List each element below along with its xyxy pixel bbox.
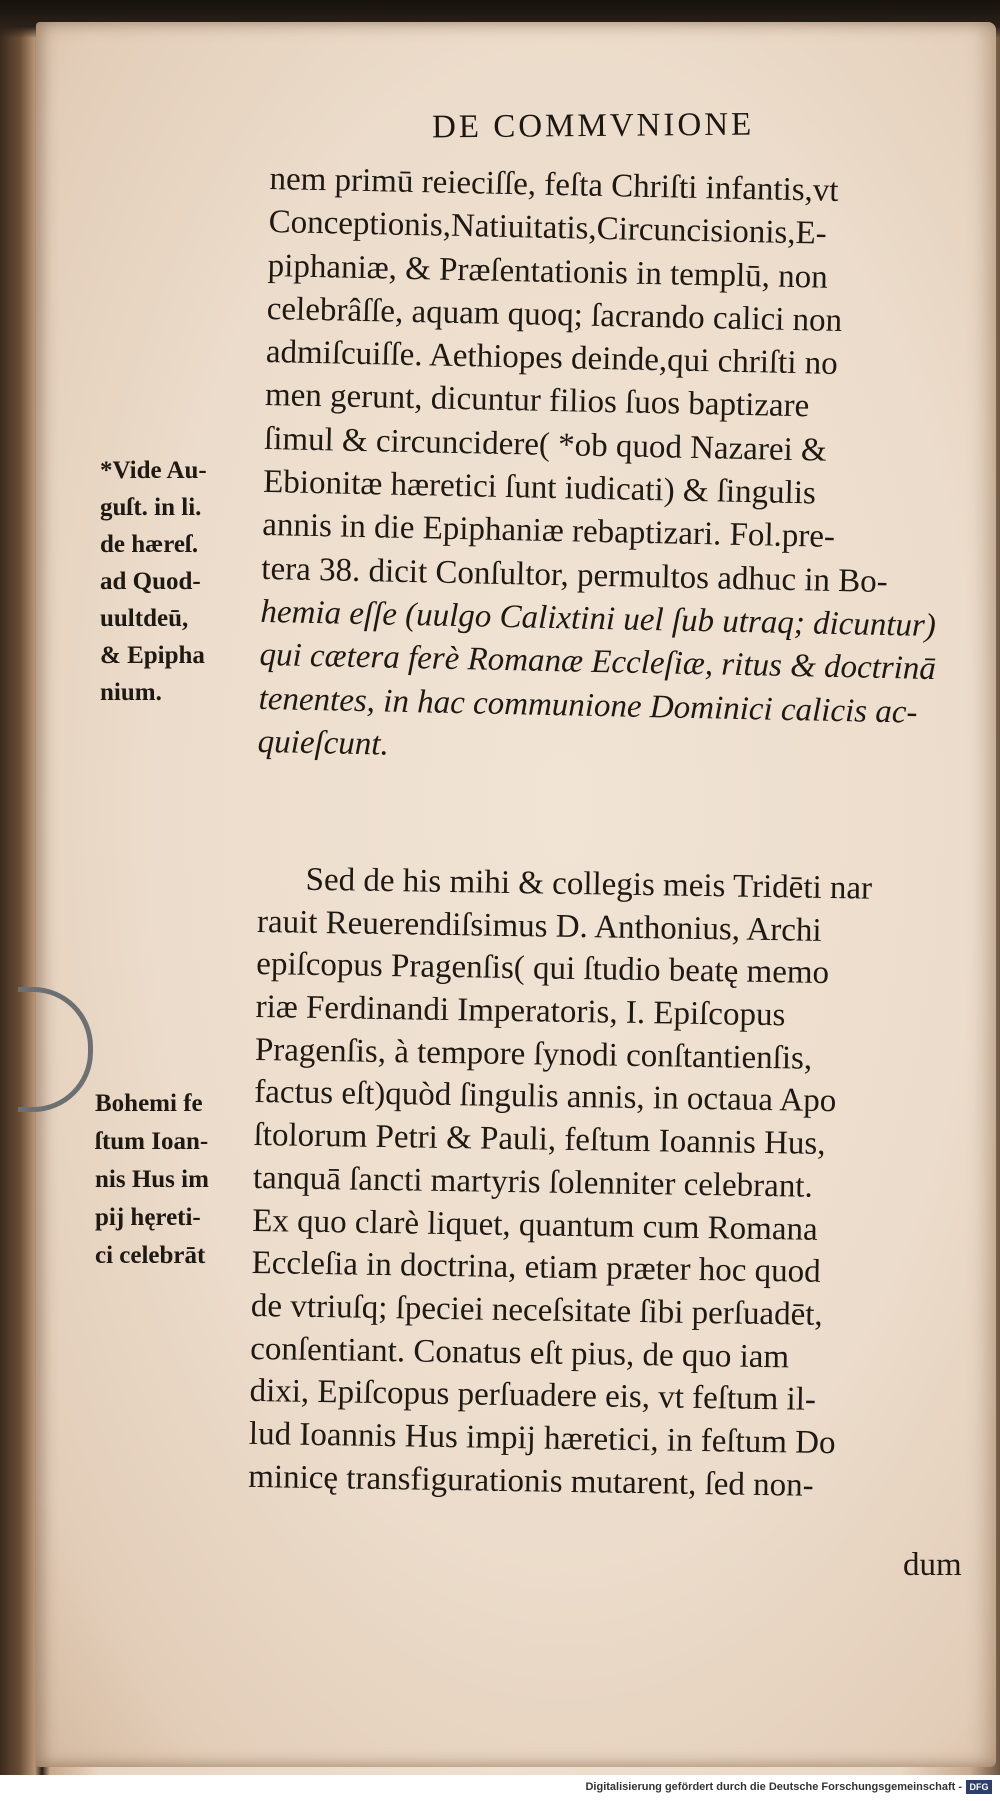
margin-note-line: nis Hus im <box>95 1166 209 1193</box>
text-line: minicę transfigurationis mutarent, ſed non- <box>248 1458 814 1504</box>
margin-note-line: nium. <box>100 679 162 706</box>
margin-note-line: de hæreſ. <box>100 531 199 558</box>
text-line: admiſcuiſſe. Aethiopes deinde,qui chriſti no <box>265 334 839 383</box>
text-line: ſtolorum Petri & Pauli, feſtum Ioannis Hus, <box>253 1117 826 1163</box>
margin-note-line: Bohemi fe <box>95 1090 203 1117</box>
text-line: de vtriuſq; ſpeciei neceſsitate ſibi perſuadēt, <box>250 1287 823 1333</box>
margin-note-line: *Vide Au- <box>100 457 207 484</box>
text-line: Eccleſia in doctrina, etiam præter hoc quod <box>251 1245 821 1291</box>
margin-note-line: pij hęreti- <box>95 1204 201 1231</box>
margin-note-augustine <box>100 452 207 711</box>
margin-note-line: & Epipha <box>100 642 205 669</box>
text-line: nem primū reieciſſe, feſta Chriſti infantis,vt <box>269 160 839 209</box>
catchword: dum <box>903 1547 962 1583</box>
text-line: rauit Reuerendiſsimus D. Anthonius, Archi <box>256 903 822 949</box>
text-line: celebrâſſe, aquam quoq; ſacrando calici non <box>266 290 843 339</box>
text-line: riæ Ferdinandi Imperatoris, I. Epiſcopus <box>255 989 786 1034</box>
text-line: Conceptionis,Natiuitatis,Circuncisionis,E- <box>268 204 828 252</box>
margin-note-line: guſt. in li. <box>100 494 202 521</box>
text-line: men gerunt, dicuntur filios ſuos baptizare <box>264 377 810 425</box>
paragraph-2 <box>248 858 988 1510</box>
running-head: DE COMMVNIONE <box>431 106 755 146</box>
text-line: Ebionitæ hæretici ſunt iudicati) & ſingulis <box>262 464 817 512</box>
dfg-logo: DFG <box>966 1780 992 1794</box>
text-line: Pragenſis, à tempore ſynodi conſtantienſis, <box>254 1031 813 1077</box>
text-line: hemia eſſe (uulgo Calixtini uel ſub utraq; dicuntur) <box>260 593 937 645</box>
margin-note-line: ci celebrāt <box>95 1242 206 1269</box>
text-line: epiſcopus Pragenſis( qui ſtudio beatę memo <box>256 946 830 992</box>
footer-credit: Digitalisierung gefördert durch die Deutsche Forschungsgemeinschaft - <box>585 1781 962 1793</box>
text-line: qui cætera ferè Romanæ Eccleſiæ, ritus & doctrinā <box>259 637 937 688</box>
text-line: Ex quo clarè liquet, quantum cum Romana <box>252 1202 818 1248</box>
text-line: piphaniæ, & Præſentationis in templū, non <box>267 247 829 296</box>
text-line: Sed de his mihi & collegis meis Tridēti nar <box>305 861 873 907</box>
text-line: tanquā ſancti martyris ſolenniter celebrant. <box>252 1159 814 1205</box>
text-line: tenentes, in hac communione Dominici calicis ac- <box>258 680 918 731</box>
margin-note-line: ad Quod- <box>100 568 201 595</box>
text-line: quieſcunt. <box>257 723 390 763</box>
text-line: dixi, Epiſcopus perſuadere eis, vt feſtum il- <box>249 1373 817 1419</box>
text-line: tera 38. dicit Conſultor, permultos adhuc in Bo- <box>261 550 889 600</box>
book-clip <box>18 987 93 1112</box>
text-line: annis in die Epiphaniæ rebaptizari. Fol.pre- <box>261 507 836 556</box>
margin-note-line: uultdeū, <box>100 605 189 632</box>
text-line: conſentiant. Conatus eſt pius, de quo iam <box>250 1330 790 1375</box>
text-line: lud Ioannis Hus impij hæretici, in feſtum Do <box>248 1415 836 1462</box>
paragraph-1 <box>257 158 990 779</box>
margin-note-bohemians <box>95 1085 209 1275</box>
text-line: ſimul & circuncidere( *ob quod Nazarei & <box>263 420 828 469</box>
margin-note-line: ſtum Ioan- <box>95 1128 209 1155</box>
text-line: factus eſt)quòd ſingulis annis, in octaua Apo <box>254 1074 837 1120</box>
